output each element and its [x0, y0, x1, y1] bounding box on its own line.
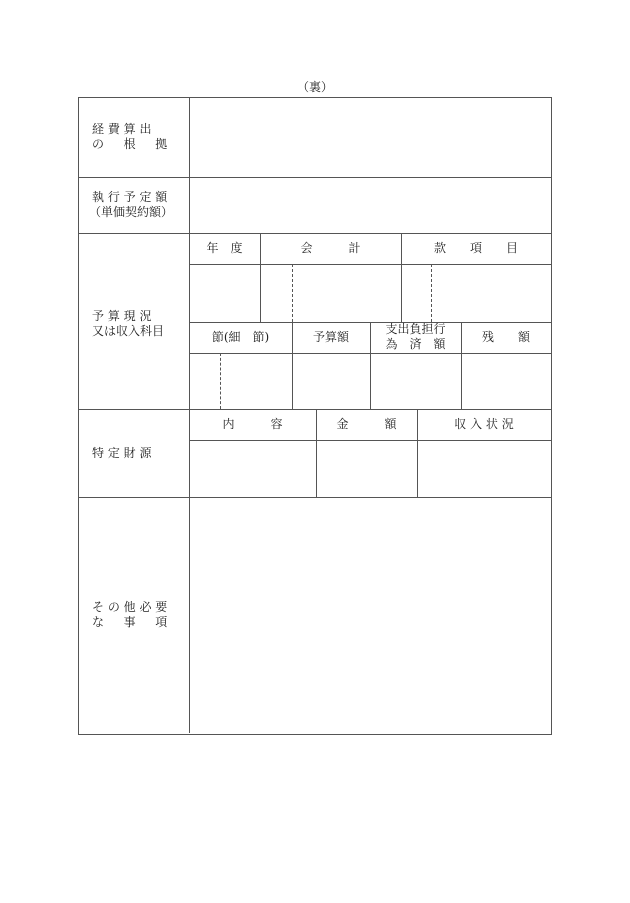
dashed-divider [431, 264, 432, 322]
planned-amount-label-1: 執 行 予 定 額 [92, 190, 168, 204]
header-budget-amount: 予算額 [312, 330, 349, 344]
row-divider [78, 233, 551, 234]
header-committed-1: 支出負担行 [385, 322, 446, 336]
other-label-1: そ の 他 必 要 [92, 600, 168, 614]
row-divider [78, 177, 551, 178]
row-divider [78, 409, 551, 410]
planned-amount-label-2: （単価契約額） [89, 205, 174, 219]
header-content: 内 容 [222, 417, 283, 431]
row-divider [78, 497, 551, 498]
page-title: （裏） [296, 80, 333, 94]
header-income-status: 収 入 状 況 [454, 417, 514, 431]
header-amount: 金 額 [336, 417, 397, 431]
basis-label-2: の 根 拠 [92, 137, 168, 151]
cell-divider [189, 264, 551, 265]
label-column-divider [189, 97, 190, 733]
other-label-2: な 事 項 [92, 615, 168, 629]
header-fiscal-year: 年 度 [206, 241, 243, 255]
budget-label-1: 予 算 現 況 [92, 309, 152, 323]
header-section: 節(細 節) [211, 330, 270, 344]
basis-label-1: 経 費 算 出 [92, 122, 152, 136]
budget-label-2: 又は収入科目 [92, 324, 165, 338]
cell-divider [189, 440, 551, 441]
header-committed-2: 為 済 額 [385, 337, 446, 351]
dashed-divider [292, 264, 293, 322]
header-budget-item: 款 項 目 [433, 241, 518, 255]
special-funds-label: 特 定 財 源 [92, 446, 152, 460]
header-account: 会 計 [300, 241, 361, 255]
header-balance: 残 額 [481, 330, 530, 344]
dashed-divider [220, 353, 221, 409]
